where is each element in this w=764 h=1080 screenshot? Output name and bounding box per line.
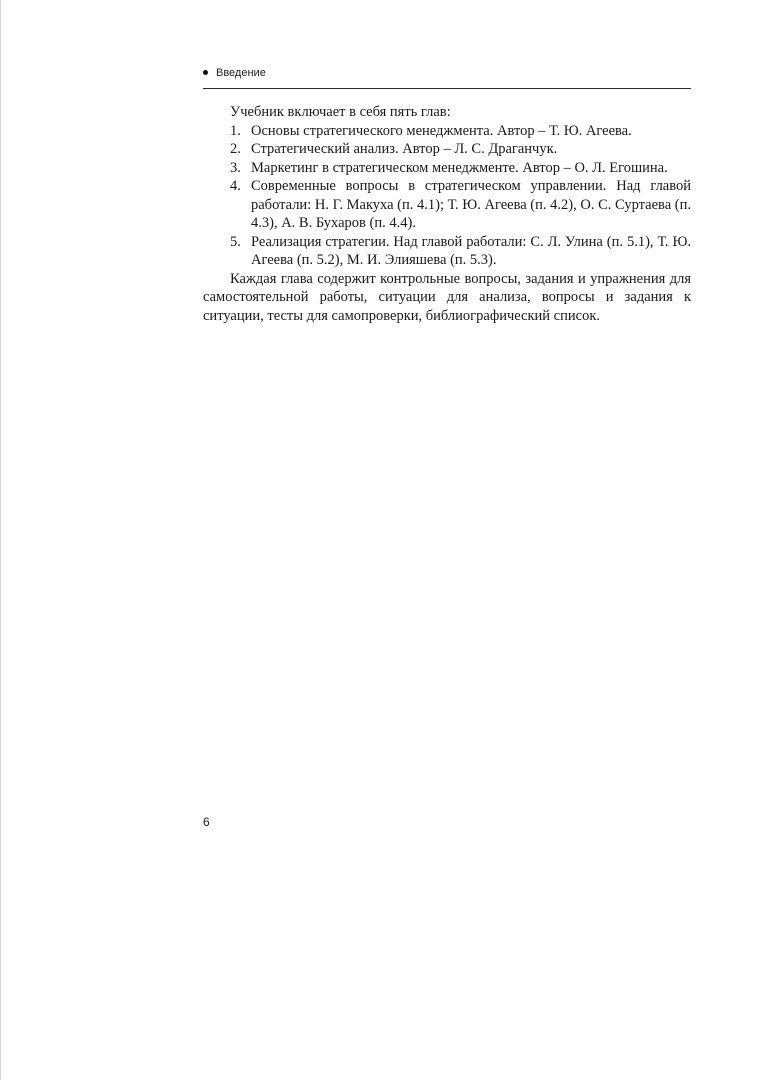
closing-paragraph: Каждая глава содержит контрольные вопросы, задания и упражнения для самостоятельной работы, ситуации для анализа, вопросы и задания к ситуации, тесты для самопроверки, библиографический список.: [203, 270, 691, 324]
chapter-text: Маркетинг в стратегическом менеджменте. Автор – О. Л. Егошина.: [251, 159, 668, 176]
chapter-item-3: [203, 159, 691, 178]
chapter-number: 2.: [230, 141, 241, 157]
bullet-icon: [203, 70, 208, 75]
page-edge: [0, 0, 1, 1080]
chapter-text: Реализация стратегии. Над главой работали: С. Л. Улина (п. 5.1), Т. Ю. Агеева (п. 5.2), М. И. Элияшева (п. 5.3).: [251, 233, 691, 268]
chapter-list: [203, 122, 691, 270]
chapter-item-2: [203, 140, 691, 159]
running-head-title: Введение: [216, 67, 266, 79]
body-text: [203, 103, 691, 325]
chapter-number: 3.: [230, 159, 241, 176]
intro-paragraph: Учебник включает в себя пять глав:: [230, 104, 451, 120]
chapter-item-5: [203, 233, 691, 270]
chapter-number: 4.: [230, 178, 241, 194]
chapter-number: 1.: [230, 122, 241, 139]
chapter-text: Основы стратегического менеджмента. Автор – Т. Ю. Агеева.: [251, 122, 632, 139]
chapter-text: Современные вопросы в стратегическом управлении. Над главой работали: Н. Г. Макуха (п. 4.1); Т. Ю. Агеева (п. 4.2), О. С. Суртаева (п. 4.3), А. В. Бухаров (п. 4.4).: [251, 178, 691, 231]
running-head: [203, 66, 691, 89]
chapter-text: Стратегический анализ. Автор – Л. С. Драганчук.: [251, 141, 558, 157]
chapter-item-1: [203, 122, 691, 141]
page-number: 6: [203, 815, 210, 829]
chapter-number: 5.: [230, 233, 241, 250]
chapter-item-4: [203, 177, 691, 233]
